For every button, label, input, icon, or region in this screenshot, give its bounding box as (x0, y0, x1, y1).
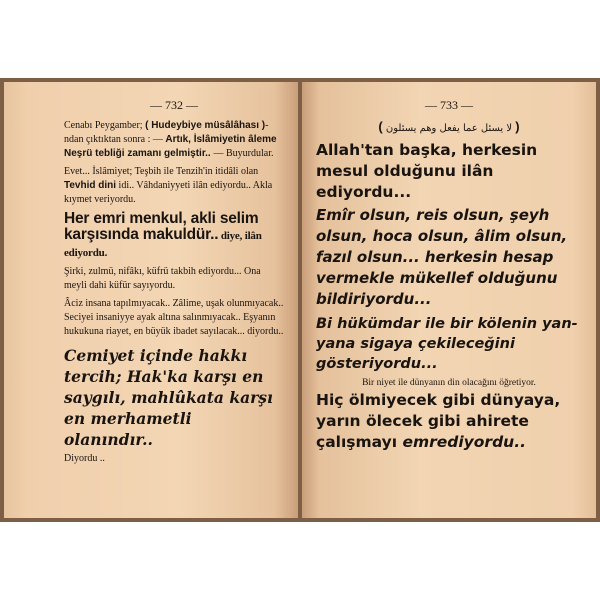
arabic-text: لا يسئل عما يفعل وهم يسئلون (385, 123, 513, 134)
arabic-close-bracket: ) (515, 119, 520, 134)
bold-block-tail: diye, ilân ediyordu. (64, 230, 262, 259)
para1-text-d: Artık, İslâmiyetin âleme Neşrü tebliği zamanı gelmiştir.. (64, 134, 277, 159)
para1-text-c: -ndan çıktıktan sonra : — (64, 120, 269, 145)
left-paragraph-2 (64, 165, 284, 207)
para1-text-a: Cenabı Peygamber; (64, 120, 146, 131)
bold-block-text: Her emri menkul, akli selim karşısında makuldür.. (64, 210, 259, 243)
para1-text-b: ( Hudeybiye müsâlâhası ) (145, 120, 266, 131)
arabic-open-bracket: ( (378, 119, 383, 134)
left-page-number: — 732 — (150, 98, 198, 112)
left-italic-block: Cemiyet içinde hakkı tercih; Hak'ka karşı en saygılı, mahlûkata karşı en merhametli olanındır.. (64, 346, 273, 449)
right-page-number: — 733 — (425, 98, 473, 112)
last-text-a: Hiç ölmiyecek gibi dünyaya, yarın ölecek gibi ahirete çalışmayı (316, 391, 561, 451)
left-paragraph-1 (64, 119, 284, 161)
right-small-line: Bir niyet ile dünyanın din olacağını öğretiyor. (362, 378, 536, 388)
para2-text-c: idi.. Vâhdaniyyeti ilân ediyordu.. Akla kıymet veriyordu. (64, 180, 273, 205)
right-last-block (316, 390, 582, 453)
left-page (4, 82, 298, 518)
para1-text-e: — Buyurdular. (213, 148, 274, 159)
right-italic-block-1: Emîr olsun, reis olsun, şeyh olsun, hoca olsun, âlim olsun, fazıl olsun... herkesin hesap vermekle mükellef olduğunu bildiriyordu... (316, 206, 568, 308)
right-italic-block-2: Bi hükümdar ile bir kölenin yan-yana sigaya çekileceğini gösteriyordu... (316, 316, 578, 372)
left-bold-block (64, 211, 284, 261)
left-paragraph-3: Şirki, zulmü, nifâkı, küfrü takbih ediyordu... Ona meyli dahi küfür sayıyordu. (64, 266, 261, 291)
arabic-verse (316, 119, 582, 134)
para2-text-a: Evet... İslâmiyet; Teşbih ile Tenzih'in itidâli olan (64, 166, 259, 177)
right-page (302, 82, 596, 518)
left-paragraph-4: Âciz insana tapılmıyacak.. Zâlime, uşak olunmıyacak.. Seciyei insaniyye ayak altına salınmıyacak.. Eşyanın hukukuna riayet, en büyük ibadet sayılacak... diyordu.. (64, 298, 284, 337)
last-text-b: emrediyordu.. (402, 433, 526, 451)
right-line-1: Allah'tan başka, herkesin mesul olduğunu ilân ediyordu... (316, 141, 538, 201)
left-closing: Diyordu .. (64, 453, 105, 464)
para2-text-b: Tevhid dini (64, 180, 117, 191)
